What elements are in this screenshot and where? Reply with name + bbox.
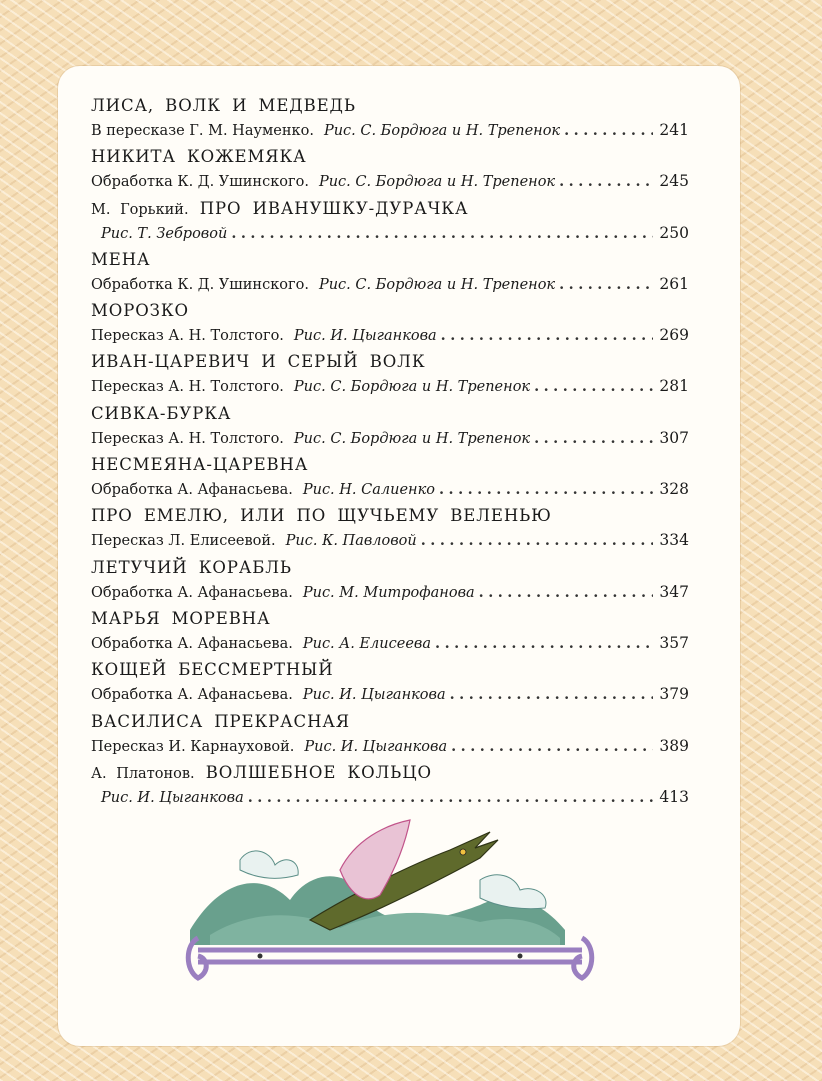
toc-entry[interactable]: [91, 607, 689, 658]
toc-entry[interactable]: [91, 761, 689, 812]
entry-title: НЕСМЕЯНА-ЦАРЕВНА: [91, 455, 309, 475]
entry-source: Пересказ И. Карнауховой.: [91, 738, 295, 755]
page-number[interactable]: 389: [659, 736, 689, 755]
entry-source: Обработка А. Афанасьева.: [91, 482, 293, 499]
entry-title: ПРО ЕМЕЛЮ, ИЛИ ПО ЩУЧЬЕМУ ВЕЛЕНЬЮ: [91, 506, 552, 526]
entry-title: МЕНА: [91, 249, 151, 269]
entry-source: Пересказ А. Н. Толстого.: [91, 430, 284, 447]
entry-title: КОЩЕЙ БЕССМЕРТНЫЙ: [91, 660, 334, 680]
entry-title: ЛИСА, ВОЛК И МЕДВЕДЬ: [91, 96, 356, 115]
entry-illustrator: Рис. С. Бордюга и Н. Трепенок: [318, 174, 556, 191]
entry-author: М. Горький.: [91, 201, 189, 218]
toc-entry[interactable]: [91, 658, 689, 709]
entry-title: МОРОЗКО: [91, 301, 189, 321]
entry-illustrator: Рис. И. Цыганкова: [302, 687, 446, 704]
dot-leader: [451, 735, 653, 759]
entry-source: В пересказе Г. М. Науменко.: [91, 123, 314, 139]
entry-illustrator: Рис. Н. Салиенко: [302, 482, 435, 499]
page-number[interactable]: 241: [659, 121, 689, 139]
entry-illustrator: Рис. А. Елисеева: [302, 635, 432, 652]
entry-source: Пересказ Л. Елисеевой.: [91, 533, 276, 550]
dot-leader: [421, 529, 654, 553]
toc-entry[interactable]: [91, 402, 689, 453]
entry-title: МАРЬЯ МОРЕВНА: [91, 608, 271, 628]
dot-leader: [231, 222, 653, 246]
dot-leader: [534, 427, 653, 451]
entry-source: Обработка А. Афанасьева.: [91, 687, 293, 704]
dot-leader: [479, 581, 654, 605]
page-number[interactable]: 379: [659, 685, 689, 704]
entry-source: Пересказ А. Н. Толстого.: [91, 379, 284, 396]
entry-illustrator: Рис. И. Цыганкова: [304, 738, 448, 755]
toc-entry[interactable]: [91, 453, 689, 504]
entry-title: ИВАН-ЦАРЕВИЧ И СЕРЫЙ ВОЛК: [91, 352, 426, 372]
page-number[interactable]: 307: [659, 428, 689, 447]
page-number[interactable]: 245: [659, 172, 689, 191]
dot-leader: [441, 324, 654, 348]
page-number[interactable]: 413: [659, 787, 689, 806]
entry-title: ЛЕТУЧИЙ КОРАБЛЬ: [91, 557, 292, 577]
dot-leader: [559, 170, 653, 194]
entry-title: СИВКА-БУРКА: [91, 403, 232, 423]
entry-illustrator: Рис. С. Бордюга и Н. Трепенок: [318, 276, 556, 293]
entry-source: Обработка А. Афанасьева.: [91, 584, 293, 601]
entry-illustrator: Рис. И. Цыганкова: [293, 328, 437, 345]
dot-leader: [564, 119, 653, 143]
page-number[interactable]: 328: [659, 480, 689, 499]
page-number[interactable]: 357: [659, 633, 689, 652]
entry-source: Обработка К. Д. Ушинского.: [91, 174, 309, 191]
dot-leader: [450, 683, 654, 707]
entry-title: ПРО ИВАНУШКУ-ДУРАЧКА: [199, 198, 469, 218]
page-number[interactable]: 347: [659, 582, 689, 601]
toc-entry[interactable]: [91, 248, 689, 299]
toc-entry[interactable]: [91, 145, 689, 196]
toc-entry[interactable]: [91, 94, 689, 145]
page-number[interactable]: 250: [659, 223, 689, 242]
dot-leader: [439, 478, 653, 502]
page-number[interactable]: 334: [659, 531, 689, 550]
entry-title: ВОЛШЕБНОЕ КОЛЬЦО: [205, 762, 432, 782]
page-number[interactable]: 261: [659, 274, 689, 293]
entry-illustrator: Рис. К. Павловой: [285, 533, 417, 550]
dot-leader: [248, 786, 654, 810]
entry-illustrator: Рис. С. Бордюга и Н. Трепенок: [293, 379, 531, 396]
toc-entry[interactable]: [91, 556, 689, 607]
toc-entry[interactable]: [91, 504, 689, 555]
toc-entry[interactable]: [91, 710, 689, 761]
page-number[interactable]: 269: [659, 326, 689, 345]
page-number[interactable]: 281: [659, 377, 689, 396]
entry-title: НИКИТА КОЖЕМЯКА: [91, 147, 307, 167]
entry-title: ВАСИЛИСА ПРЕКРАСНАЯ: [91, 711, 350, 731]
entry-illustrator: Рис. С. Бордюга и Н. Трепенок: [293, 430, 531, 447]
pike-in-waves-illustration: [180, 810, 600, 990]
entry-illustrator: Рис. И. Цыганкова: [101, 789, 244, 806]
entry-source: Обработка А. Афанасьева.: [91, 635, 293, 652]
table-of-contents: [91, 94, 689, 812]
entry-illustrator: Рис. М. Митрофанова: [302, 584, 475, 601]
entry-author: А. Платонов.: [91, 765, 195, 782]
toc-entry[interactable]: [91, 299, 689, 350]
dot-leader: [435, 632, 653, 656]
dot-leader: [559, 273, 653, 297]
dot-leader: [534, 375, 653, 399]
entry-illustrator: Рис. Т. Зебровой: [101, 225, 228, 242]
entry-source: Пересказ А. Н. Толстого.: [91, 328, 284, 345]
entry-illustrator: Рис. С. Бордюга и Н. Трепенок: [323, 123, 561, 139]
toc-entry[interactable]: [91, 197, 689, 248]
toc-entry[interactable]: [91, 350, 689, 401]
entry-source: Обработка К. Д. Ушинского.: [91, 276, 309, 293]
